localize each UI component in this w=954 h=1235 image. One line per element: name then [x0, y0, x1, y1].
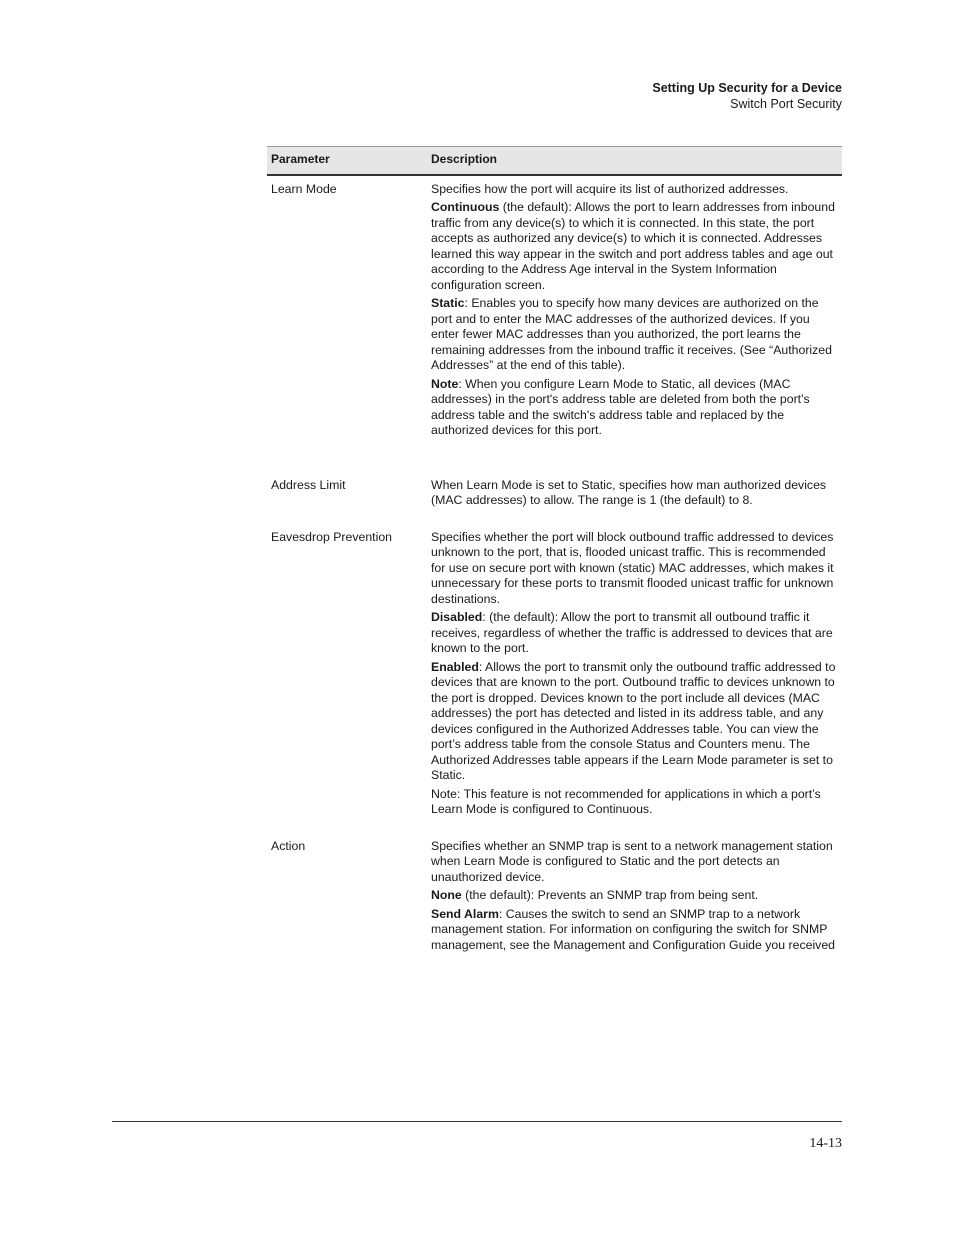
description-paragraph: [431, 377, 840, 439]
option-term: Static: [431, 296, 465, 310]
parameter-table: [267, 146, 842, 956]
description-paragraph: [431, 610, 840, 657]
paragraph-text: : Enables you to specify how many devices are authorized on the port and to enter the MAC addresses of the authorized devices. If you enter fewer MAC addresses than you authorized, the port learns the remaining addresses from the inbound traffic it receives. (See “Authorized Addresses” at the end of this table).: [431, 296, 832, 372]
description-paragraph: [431, 888, 840, 904]
footer-rule: [112, 1121, 842, 1122]
paragraph-text: Specifies whether an SNMP trap is sent to a network management station when Learn Mode is configured to Static and the port detects an unauthorized device.: [431, 838, 833, 884]
parameter-description: [427, 833, 842, 957]
table-row: [267, 175, 842, 472]
paragraph-text: Note: This feature is not recommended for applications in which a port’s Learn Mode is configured to Continuous.: [431, 786, 821, 816]
table-header-row: [267, 147, 842, 175]
description-paragraph: [431, 200, 840, 293]
parameter-name: Learn Mode: [271, 181, 337, 196]
description-paragraph: [431, 660, 840, 784]
description-paragraph: [431, 787, 840, 818]
table-row: [267, 833, 842, 957]
option-term: Continuous: [431, 200, 500, 214]
paragraph-text: : (the default): Allow the port to transmit all outbound traffic it receives, regardless of whether the traffic is addressed to devices that are known to the port.: [431, 610, 833, 655]
description-paragraph: [431, 478, 840, 509]
parameter-name: Address Limit: [271, 477, 346, 492]
parameter-name: Eavesdrop Prevention: [271, 529, 392, 544]
parameter-name: Action: [271, 838, 306, 853]
description-paragraph: [431, 839, 840, 886]
section-title: Switch Port Security: [730, 97, 842, 111]
paragraph-text: (the default): Allows the port to learn addresses from inbound traffic from any device(s) to which it is connected. In this state, the port accepts as authorized any device(s) to which it is connected. Addresses learned this way appear in the switch and port address tables and age out according to the Address Age interval in the System Information configuration screen.: [431, 200, 835, 292]
paragraph-text: Specifies whether the port will block outbound traffic addressed to devices unknown to the port, that is, flooded unicast traffic. This is recommended for use on secure port with known (static) MAC addresses, which makes it unnecessary for these ports to transmit flooded unicast traffic for unknown destinations.: [431, 529, 834, 606]
option-term: Send Alarm: [431, 906, 499, 921]
table-row: [267, 472, 842, 524]
parameter-description: [427, 175, 842, 472]
paragraph-text: : Causes the switch to send an SNMP trap to a network management station. For information on configuring the switch for SNMP management, see the Management and Configuration Guide you received: [431, 906, 836, 952]
description-paragraph: [431, 530, 840, 608]
chapter-title: Setting Up Security for a Device: [652, 81, 842, 95]
description-paragraph: [431, 182, 840, 198]
parameter-description: [427, 524, 842, 833]
paragraph-text: Specifies how the port will acquire its list of authorized addresses.: [431, 181, 789, 196]
paragraph-text: (the default): Prevents an SNMP trap from being sent.: [461, 888, 759, 902]
table-header: [267, 147, 842, 175]
description-paragraph: [431, 907, 840, 954]
page-number: 14-13: [809, 1136, 842, 1151]
option-term: Note: [431, 376, 459, 391]
column-header-parameter: Parameter: [267, 147, 427, 175]
column-header-description: Description: [427, 147, 842, 175]
paragraph-text: When Learn Mode is set to Static, specifies how man authorized devices (MAC addresses) to allow. The range is 1 (the default) to 8.: [431, 477, 827, 507]
option-term: None: [431, 888, 462, 902]
parameter-description: [427, 472, 842, 524]
running-head: [652, 80, 842, 112]
option-term: Enabled: [431, 659, 479, 674]
option-term: Disabled: [431, 610, 483, 624]
table-body: [267, 175, 842, 957]
table-row: [267, 524, 842, 833]
paragraph-text: : Allows the port to transmit only the outbound traffic addressed to devices that are known to the port. Outbound traffic to devices unknown to the port is dropped. Devices known to the port include all devices (MAC addresses) the port has detected and listed in its address table, and any devices configured in the Authorized Addresses table. You can view the port’s address table from the console Status and Counters menu. The Authorized Addresses table appears if the Learn Mode parameter is set to Static.: [431, 659, 836, 782]
paragraph-text: : When you configure Learn Mode to Static, all devices (MAC addresses) in the port's address table are deleted from both the port's address table and the switch's address table and replaced by the authorized devices for this port.: [431, 376, 810, 437]
description-paragraph: [431, 296, 840, 374]
